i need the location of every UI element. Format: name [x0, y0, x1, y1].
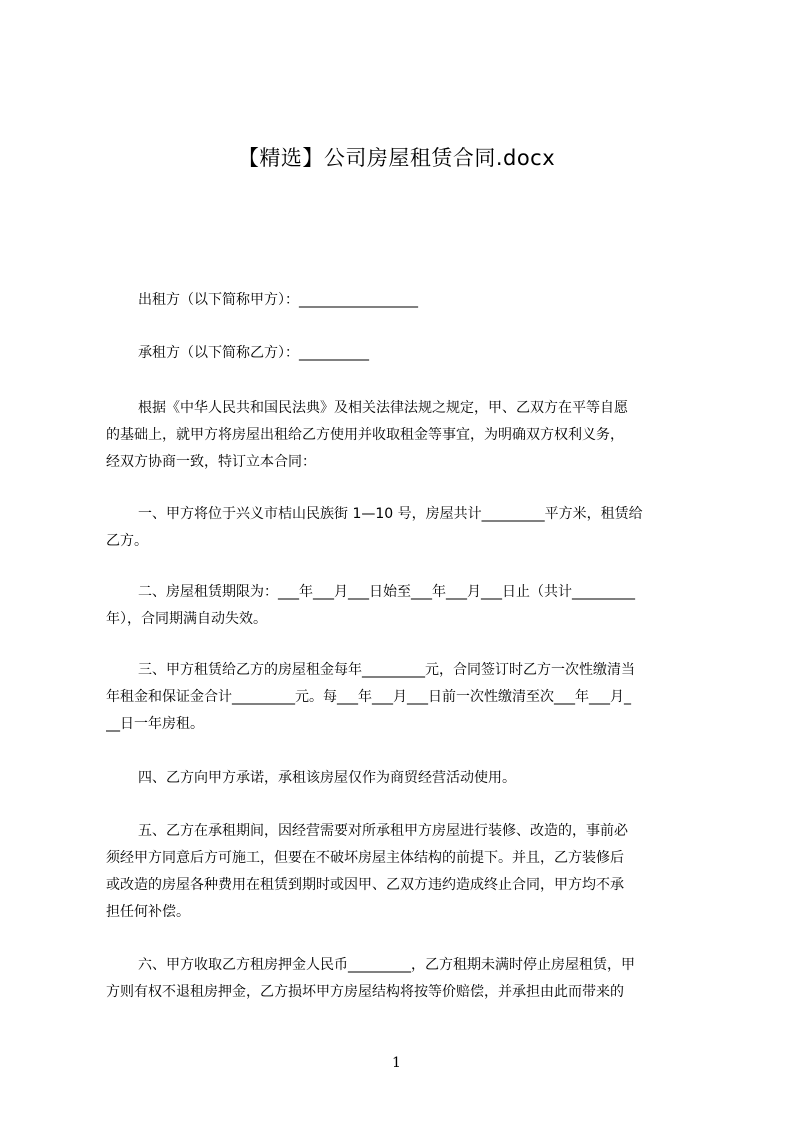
- clause-3-line-2: 年租金和保证金合计_________元。每___年___月___日前一次性缴清至次___年___月_: [106, 689, 631, 705]
- lessor-line: 出租方（以下简称甲方）：_________________: [138, 292, 418, 308]
- clause-1-line-1: 一、甲方将位于兴义市桔山民族街 1—10 号，房屋共计_________平方米，租赁给: [138, 506, 643, 522]
- document-body: [106, 0, 700, 1040]
- lessee-line: 承租方（以下简称乙方）：__________: [138, 345, 369, 361]
- clause-2-line-2: 年），合同期满自动失效。: [106, 611, 267, 627]
- preamble-line-3: 经双方协商一致，特订立本合同：: [106, 454, 316, 470]
- clause-5-line-3: 或改造的房屋各种费用在租赁到期时或因甲、乙双方违约造成终止合同，甲方均不承: [106, 877, 624, 893]
- clause-5-line-2: 须经甲方同意后方可施工，但要在不破坏房屋主体结构的前提下。并且，乙方装修后: [106, 850, 624, 866]
- clause-4-line-1: 四、乙方向甲方承诺，承租该房屋仅作为商贸经营活动使用。: [138, 770, 516, 786]
- clause-3-line-1: 三、甲方租赁给乙方的房屋租金每年_________元，合同签订时乙方一次性缴清当: [138, 662, 635, 678]
- clause-5-line-4: 担任何补偿。: [106, 904, 190, 920]
- preamble-line-1: 根据《中华人民共和国民法典》及相关法律法规之规定，甲、乙双方在平等自愿: [138, 400, 628, 416]
- page-number: 1: [392, 1055, 401, 1071]
- preamble-line-2: 的基础上，就甲方将房屋出租给乙方使用并收取租金等事宜，为明确双方权利义务，: [106, 427, 624, 443]
- clause-1-line-2: 乙方。: [106, 533, 148, 549]
- clause-2-line-1: 二、房屋租赁期限为：___年___月___日始至___年___月___日止（共计_________: [138, 584, 635, 600]
- clause-6-line-2: 方则有权不退租房押金，乙方损坏甲方房屋结构将按等价赔偿，并承担由此而带来的: [106, 984, 624, 1000]
- clause-5-line-1: 五、乙方在承租期间，因经营需要对所承租甲方房屋进行装修、改造的，事前必: [138, 823, 628, 839]
- clause-6-line-1: 六、甲方收取乙方租房押金人民币_________，乙方租期未满时停止房屋租赁，甲: [138, 957, 635, 973]
- document-title: 【精选】公司房屋租赁合同.docx: [237, 146, 556, 170]
- clause-3-line-3: __日一年房租。: [106, 716, 204, 732]
